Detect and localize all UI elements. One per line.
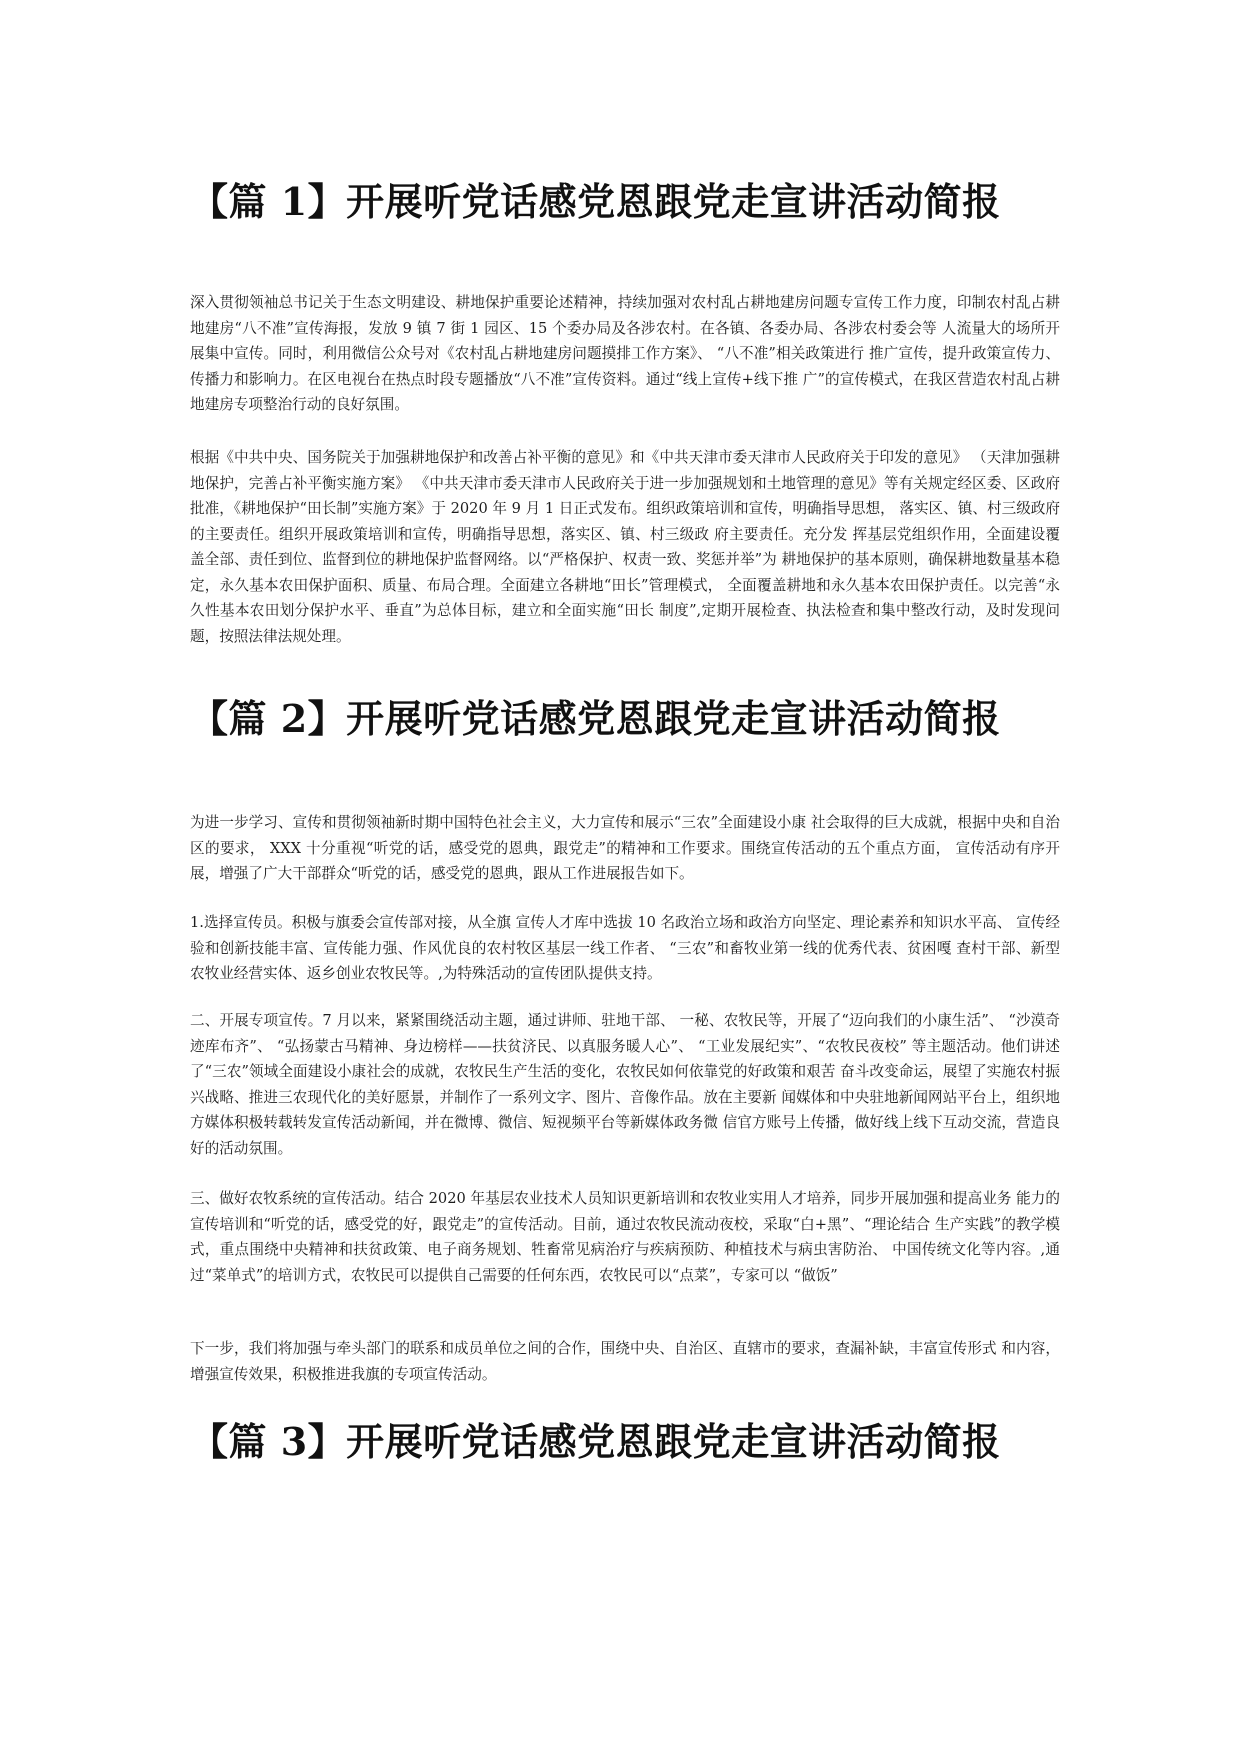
section-1-paragraph-1: 深入贯彻领袖总书记关于生态文明建设、耕地保护重要论述精神，持续加强对农村乱占耕地建房问题专宣传工作力度，印制农村乱占耕地建房“八不准”宣传海报，发放 9 镇 7 街 1 园区、15 个委办局及各涉农村。在各镇、各委办局、各涉农村委会等 人流量大的场所开展集中宣传。同时，利用微信公众号对《农村乱占耕地建房问题摸排工作方案》、 “八不准”相关政策进行 推广宣传，提升政策宣传力、传播力和影响力。在区电视台在热点时段专题播放“八不准”宣传资料。通过“线上宣传+线下推 广”的宣传模式，在我区营造农村乱占耕地建房专项整治行动的良好氛围。 xyxy=(190,294,1060,413)
section-2-paragraph-4: 三、做好农牧系统的宣传活动。结合 2020 年基层农业技术人员知识更新培训和农牧业实用人才培养，同步开展加强和提高业务 能力的宣传培训和“听党的话，感受党的好，跟党走”的宣传活动。目前，通过农牧民流动夜校，采取“白+黑”、“理论结合 生产实践”的教学模式，重点围绕中央精神和扶贫政策、电子商务规划、牲畜常见病治疗与疾病预防、种植技术与病虫害防治、 中国传统文化等内容。,通过“菜单式”的培训方式，农牧民可以提供自己需要的任何东西，农牧民可以“点菜”，专家可以 “做饭” xyxy=(190,1190,1060,1284)
section-2-paragraph-2: 1.选择宣传员。积极与旗委会宣传部对接，从全旗 宣传人才库中选拔 10 名政治立场和政治方向坚定、理论素养和知识水平高、 宣传经验和创新技能丰富、宣传能力强、作风优良的农村牧区基层一线工作者、 “三农”和畜牧业第一线的优秀代表、贫困嘎 查村干部、新型农牧业经营实体、返乡创业农牧民等。,为特殊活动的宣传团队提供支持。 xyxy=(190,914,1060,982)
section-1-heading: 【篇 1】开展听党话感党恩跟党走宣讲活动简报 xyxy=(190,179,1001,224)
section-2-paragraph-3: 二、开展专项宣传。7 月以来，紧紧围绕活动主题，通过讲师、驻地干部、 一秘、农牧民等，开展了“迈向我们的小康生活”、 “沙漠奇迹库布齐”、 “弘扬蒙古马精神、身边榜样——扶贫济民、以真服务暖人心”、 “工业发展纪实”、“农牧民夜校” 等主题活动。他们讲述了“三农”领域全面建设小康社会的成就，农牧民生产生活的变化，农牧民如何依靠党的好政策和艰苦 奋斗改变命运，展望了实施农村振兴战略、推进三农现代化的美好愿景，并制作了一系列文字、图片、音像作品。放在主要新 闻媒体和中央驻地新闻网站平台上，组织地方媒体积极转载转发宣传活动新闻，并在微博、微信、短视频平台等新媒体政务微 信官方账号上传播，做好线上线下互动交流，营造良好的活动氛围。 xyxy=(190,1012,1060,1157)
section-1-paragraph-2: 根据《中共中央、国务院关于加强耕地保护和改善占补平衡的意见》和《中共天津市委天津市人民政府关于印发的意见》 （天津加强耕地保护，完善占补平衡实施方案》 《中共天津市委天津市人民政府关于进一步加强规划和土地管理的意见》等有关规定经区委、区政府批准，《耕地保护“田长制”实施方案》于 2020 年 9 月 1 日正式发布。组织政策培训和宣传，明确指导思想， 落实区、镇、村三级政府的主要责任。组织开展政策培训和宣传，明确指导思想，落实区、镇、村三级政 府主要责任。充分发 挥基层党组织作用，全面建设覆盖全部、责任到位、监督到位的耕地保护监督网络。以“严格保护、权责一致、奖惩并举”为 耕地保护的基本原则，确保耕地数量基本稳定，永久基本农田保护面积、质量、布局合理。全面建立各耕地“田长”管理模式， 全面覆盖耕地和永久基本农田保护责任。以完善“永久性基本农田划分保护水平、垂直”为总体目标，建立和全面实施“田长 制度”,定期开展检查、执法检查和集中整改行动，及时发现问题，按照法律法规处理。 xyxy=(190,449,1060,645)
section-2-paragraph-5: 下一步，我们将加强与牵头部门的联系和成员单位之间的合作，围绕中央、自治区、直辖市的要求，查漏补缺，丰富宣传形式 和内容，增强宣传效果，积极推进我旗的专项宣传活动。 xyxy=(190,1340,1060,1383)
section-2-paragraph-1: 为进一步学习、宣传和贯彻领袖新时期中国特色社会主义，大力宣传和展示“三农”全面建设小康 社会取得的巨大成就，根据中央和自治区的要求， XXX 十分重视“听党的话，感受党的恩典，跟党走”的精神和工作要求。围绕宣传活动的五个重点方面， 宣传活动有序开展，增强了广大干部群众“听党的话，感受党的恩典，跟从工作进展报告如下。 xyxy=(190,814,1060,882)
section-2-heading: 【篇 2】开展听党话感党恩跟党走宣讲活动简报 xyxy=(190,696,1001,741)
section-3-heading: 【篇 3】开展听党话感党恩跟党走宣讲活动简报 xyxy=(190,1419,1001,1464)
